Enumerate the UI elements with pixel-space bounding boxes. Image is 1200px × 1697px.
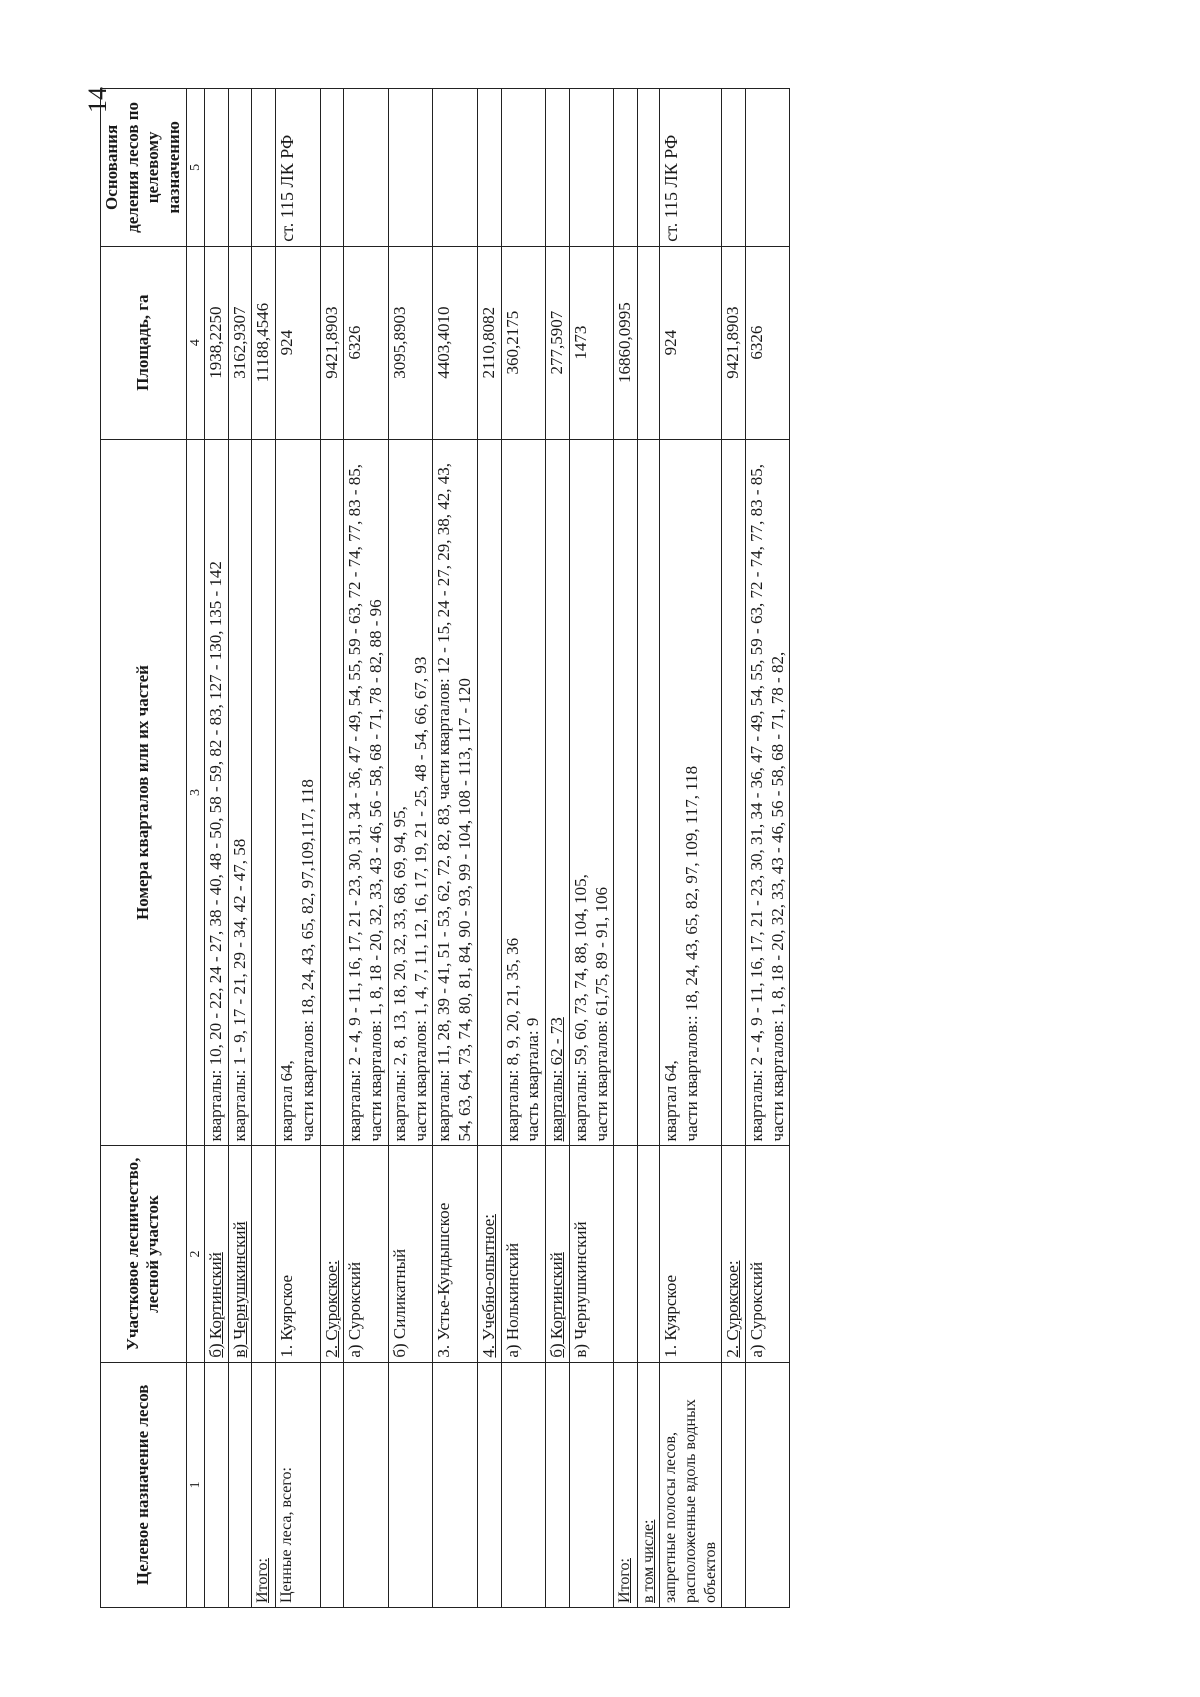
purpose-cell [433, 1362, 477, 1607]
basis-cell [344, 89, 388, 247]
header-quarters: Номера кварталов или их частей [101, 439, 187, 1146]
table-row [569, 89, 613, 1608]
forestry-cell: а) Нолькинский [501, 1146, 545, 1362]
forestry-label: в) Чернушкинский [229, 1221, 249, 1358]
basis-cell [320, 89, 344, 247]
forestry-label: б) Кортинский [547, 1252, 567, 1358]
quarters-cell [569, 439, 613, 1146]
area-cell: 1473 [569, 246, 613, 439]
table-row [252, 89, 276, 1608]
table-row [205, 89, 229, 1608]
quarters-cell [388, 439, 432, 1146]
area-cell: 1938,2250 [205, 246, 229, 439]
forestry-cell [722, 1146, 746, 1362]
purpose-cell [546, 1362, 570, 1607]
basis-cell: ст. 115 ЛК РФ [276, 89, 320, 247]
table-row [477, 89, 501, 1608]
area-cell: 9421,8903 [722, 246, 746, 439]
area-cell: 3162,9307 [228, 246, 252, 439]
table-row [722, 89, 746, 1608]
basis-cell [433, 89, 477, 247]
table-row [546, 89, 570, 1608]
forest-purpose-table [100, 88, 790, 1608]
quarters-cell: кварталы: 11, 28, 39 - 41, 51 - 53, 62, 72, 82, 83, части кварталов: 12 - 15, 24 - 27, 29, 38, 42, 43, 54, 63, 64, 73, 74, 80, 81, 84, 90 - 93, 99 - 104, 108 - 113, 117 - 120 [433, 439, 477, 1146]
quarters-cell [477, 439, 501, 1146]
header-forestry: Участковое лесничество, лесной участок [101, 1146, 187, 1362]
purpose-cell [388, 1362, 432, 1607]
area-cell: 6326 [344, 246, 388, 439]
quarters-cell [320, 439, 344, 1146]
basis-cell [477, 89, 501, 247]
quarters-parts-line: части кварталов: 1, 8, 18 - 20, 32, 33, 43 - 46, 56 - 58, 68 - 71, 78 - 82, 88 - 96 [366, 599, 386, 1142]
forestry-label: 2. Сурокское: [723, 1260, 743, 1358]
purpose-cell [745, 1362, 789, 1607]
area-cell: 6326 [745, 246, 789, 439]
purpose-cell [501, 1362, 545, 1607]
area-cell: 924 [660, 246, 722, 439]
forestry-cell: а) Сурокский [745, 1146, 789, 1362]
quarters-line: кварталы: 62 - 73 [547, 1017, 567, 1142]
quarters-parts-line: части кварталов:: 18, 24, 43, 65, 82, 97, 109, 117, 118 [682, 765, 702, 1142]
quarters-line: кварталы: 2 - 4, 9 - 11, 16, 17, 21 - 23, 30, 31, 34 - 36, 47 - 49, 54, 55, 59 - 63, 72 - 74, 77, 83 - 85, [345, 463, 365, 1142]
forestry-label: 2. Сурокское: [321, 1260, 341, 1358]
quarters-cell [637, 439, 660, 1146]
purpose-cell [252, 1362, 276, 1607]
table-row [614, 89, 638, 1608]
header-area: Площадь, га [101, 246, 187, 439]
forestry-label: б) Кортинский [206, 1252, 226, 1358]
forestry-cell [477, 1146, 501, 1362]
quarters-cell [745, 439, 789, 1146]
basis-cell [228, 89, 252, 247]
col-number: 4 [186, 246, 204, 439]
basis-cell [388, 89, 432, 247]
forestry-cell [637, 1146, 660, 1362]
quarters-line: кварталы: 59, 60, 73, 74, 88, 104, 105, [570, 874, 590, 1142]
quarters-parts-line: часть квартала: 9 [523, 1017, 543, 1142]
table-row [433, 89, 477, 1608]
basis-cell [501, 89, 545, 247]
basis-cell: ст. 115 ЛК РФ [660, 89, 722, 247]
quarters-line: кварталы: 2, 8, 13, 18, 20, 32, 33, 68, 69, 94, 95, [389, 806, 409, 1142]
forestry-cell [205, 1146, 229, 1362]
forestry-cell: б) Силикатный [388, 1146, 432, 1362]
basis-cell [252, 89, 276, 247]
forestry-cell: а) Сурокский [344, 1146, 388, 1362]
basis-cell [745, 89, 789, 247]
purpose-cell [637, 1362, 660, 1607]
table-row [745, 89, 789, 1608]
quarters-parts-line: части кварталов: 1, 8, 18 - 20, 32, 33, 43 - 46, 56 - 58, 68 - 71, 78 - 82, [767, 651, 787, 1142]
forestry-cell [546, 1146, 570, 1362]
column-number-row [186, 89, 204, 1608]
quarters-cell: кварталы: 10, 20 - 22, 24 - 27, 38 - 40, 48 - 50, 58 - 59, 82 - 83, 127 - 130, 135 - 142 [205, 439, 229, 1146]
area-cell: 3095,8903 [388, 246, 432, 439]
total-label: Итого: [616, 1558, 634, 1603]
purpose-cell [614, 1362, 638, 1607]
forestry-cell: в) Чернушкинский [569, 1146, 613, 1362]
table-row [388, 89, 432, 1608]
including-label: в том числе: [639, 1519, 657, 1603]
area-cell: 277,5907 [546, 246, 570, 439]
table-row [320, 89, 344, 1608]
area-cell: 9421,8903 [320, 246, 344, 439]
basis-cell [569, 89, 613, 247]
purpose-cell: запретные полосы лесов, расположенные вдоль водных объектов [660, 1362, 722, 1607]
quarters-cell [614, 439, 638, 1146]
basis-cell [637, 89, 660, 247]
forestry-cell: 3. Устье-Кундышское [433, 1146, 477, 1362]
col-number: 5 [186, 89, 204, 247]
forestry-cell [614, 1146, 638, 1362]
forestry-cell [320, 1146, 344, 1362]
purpose-cell [569, 1362, 613, 1607]
quarters-cell: кварталы: 1 - 9, 17 - 21, 29 - 34, 42 - 47, 58 [228, 439, 252, 1146]
quarters-cell [501, 439, 545, 1146]
page-number: 14 [83, 87, 112, 113]
table-row [228, 89, 252, 1608]
purpose-cell [228, 1362, 252, 1607]
table-header-row [101, 89, 187, 1608]
area-cell: 16860,0995 [614, 246, 638, 439]
quarters-parts-line: части кварталов: 18, 24, 43, 65, 82, 97,109,117, 118 [297, 779, 317, 1142]
forestry-cell: 1. Куярское [660, 1146, 722, 1362]
area-cell [637, 246, 660, 439]
table-row [637, 89, 660, 1608]
table-row [660, 89, 722, 1608]
purpose-cell: Ценные леса, всего: [276, 1362, 320, 1607]
quarters-line: квартал 64, [661, 1060, 681, 1142]
purpose-cell [477, 1362, 501, 1607]
basis-cell [205, 89, 229, 247]
area-cell: 360,2175 [501, 246, 545, 439]
quarters-parts-line: части кварталов: 61,75, 89 - 91, 106 [591, 886, 611, 1142]
rotated-table-sheet [80, 68, 1120, 1628]
forestry-cell: 1. Куярское [276, 1146, 320, 1362]
area-cell: 11188,4546 [252, 246, 276, 439]
forestry-cell [228, 1146, 252, 1362]
quarters-cell [252, 439, 276, 1146]
table-row [501, 89, 545, 1608]
header-basis: Основания деления лесов по целевому назначению [101, 89, 187, 247]
basis-cell [546, 89, 570, 247]
quarters-cell [660, 439, 722, 1146]
purpose-cell [344, 1362, 388, 1607]
quarters-cell [276, 439, 320, 1146]
col-number: 1 [186, 1362, 204, 1607]
purpose-cell [320, 1362, 344, 1607]
quarters-parts-line: части кварталов: 1, 4, 7, 11, 12, 16, 17, 19, 21 - 25, 48 - 54, 66, 67, 93 [410, 656, 430, 1142]
quarters-line: квартал 64, [277, 1060, 297, 1142]
forestry-cell [252, 1146, 276, 1362]
area-cell: 924 [276, 246, 320, 439]
table-row [276, 89, 320, 1608]
quarters-line: кварталы: 2 - 4, 9 - 11, 16, 17, 21 - 23, 30, 31, 34 - 36, 47 - 49, 54, 55, 59 - 63, 72 - 74, 77, 83 - 85, [746, 463, 766, 1142]
purpose-cell [722, 1362, 746, 1607]
purpose-cell [205, 1362, 229, 1607]
area-cell: 2110,8082 [477, 246, 501, 439]
header-purpose: Целевое назначение лесов [101, 1362, 187, 1607]
quarters-cell [546, 439, 570, 1146]
quarters-cell [722, 439, 746, 1146]
total-label: Итого: [254, 1558, 272, 1603]
area-cell: 4403,4010 [433, 246, 477, 439]
basis-cell [722, 89, 746, 247]
forestry-label: 4. Учебно-опытное: [478, 1214, 498, 1358]
col-number: 2 [186, 1146, 204, 1362]
quarters-line: кварталы: 8, 9, 20, 21, 35, 36 [502, 937, 522, 1142]
basis-cell [614, 89, 638, 247]
table-row [344, 89, 388, 1608]
col-number: 3 [186, 439, 204, 1146]
quarters-cell [344, 439, 388, 1146]
